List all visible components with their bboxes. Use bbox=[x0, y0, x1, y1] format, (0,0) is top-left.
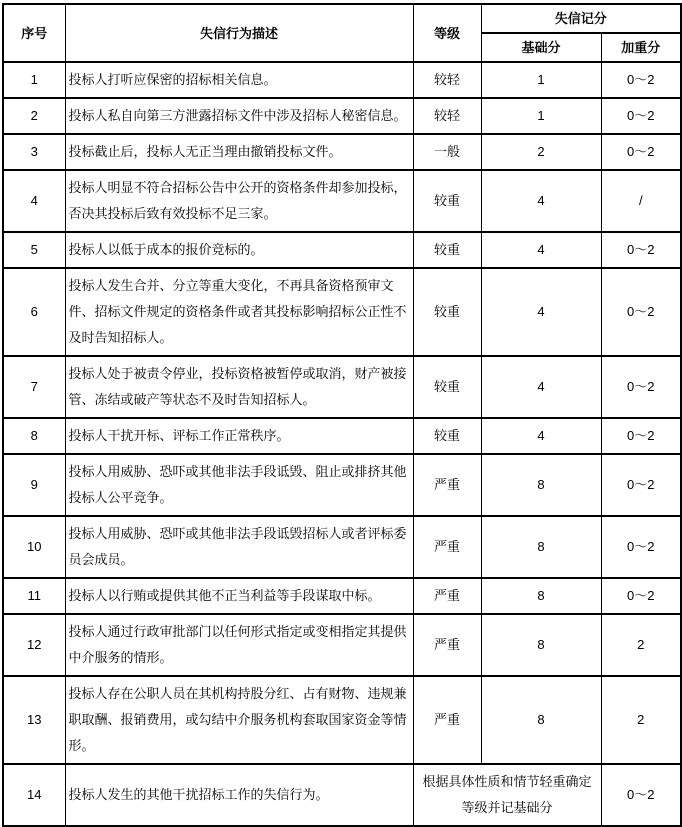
cell-extra-score: 2 bbox=[601, 614, 681, 676]
cell-base-score: 4 bbox=[481, 232, 601, 268]
cell-desc: 投标人私自向第三方泄露招标文件中涉及招标人秘密信息。 bbox=[65, 98, 413, 134]
cell-extra-score: 0～2 bbox=[601, 134, 681, 170]
cell-seq: 14 bbox=[3, 764, 65, 826]
cell-seq: 6 bbox=[3, 268, 65, 356]
cell-desc: 投标人处于被责令停业，投标资格被暂停或取消，财产被接管、冻结或破产等状态不及时告知招标人。 bbox=[65, 356, 413, 418]
cell-seq: 2 bbox=[3, 98, 65, 134]
cell-level: 严重 bbox=[413, 516, 481, 578]
cell-extra-score: 0～2 bbox=[601, 98, 681, 134]
header-desc: 失信行为描述 bbox=[65, 4, 413, 62]
cell-extra-score: 0～2 bbox=[601, 62, 681, 98]
cell-base-score: 1 bbox=[481, 98, 601, 134]
cell-base-score: 2 bbox=[481, 134, 601, 170]
cell-seq: 11 bbox=[3, 578, 65, 614]
cell-extra-score: 0～2 bbox=[601, 764, 681, 826]
table-row bbox=[3, 516, 681, 578]
table-header bbox=[3, 4, 681, 62]
table-row bbox=[3, 356, 681, 418]
cell-desc: 投标截止后，投标人无正当理由撤销投标文件。 bbox=[65, 134, 413, 170]
cell-seq: 3 bbox=[3, 134, 65, 170]
cell-base-score: 8 bbox=[481, 454, 601, 516]
table-row bbox=[3, 268, 681, 356]
cell-level: 严重 bbox=[413, 454, 481, 516]
cell-extra-score: / bbox=[601, 170, 681, 232]
cell-base-score: 8 bbox=[481, 614, 601, 676]
header-row-1 bbox=[3, 4, 681, 33]
cell-level: 较重 bbox=[413, 418, 481, 454]
table-row bbox=[3, 454, 681, 516]
cell-extra-score: 0～2 bbox=[601, 232, 681, 268]
header-extra-score: 加重分 bbox=[601, 33, 681, 62]
cell-extra-score: 0～2 bbox=[601, 418, 681, 454]
cell-extra-score: 0～2 bbox=[601, 516, 681, 578]
cell-base-score: 4 bbox=[481, 418, 601, 454]
cell-level: 较重 bbox=[413, 232, 481, 268]
cell-desc: 投标人发生的其他干扰招标工作的失信行为。 bbox=[65, 764, 413, 826]
cell-level: 较重 bbox=[413, 170, 481, 232]
table-row bbox=[3, 614, 681, 676]
cell-desc: 投标人用威胁、恐吓或其他非法手段诋毁招标人或者评标委员会成员。 bbox=[65, 516, 413, 578]
table-row bbox=[3, 62, 681, 98]
table-row bbox=[3, 578, 681, 614]
cell-extra-score: 0～2 bbox=[601, 356, 681, 418]
cell-seq: 12 bbox=[3, 614, 65, 676]
cell-level: 较轻 bbox=[413, 62, 481, 98]
cell-base-score: 4 bbox=[481, 268, 601, 356]
cell-level: 严重 bbox=[413, 614, 481, 676]
cell-seq: 10 bbox=[3, 516, 65, 578]
cell-seq: 1 bbox=[3, 62, 65, 98]
cell-level-base-merged: 根据具体性质和情节轻重确定等级并记基础分 bbox=[413, 764, 601, 826]
cell-extra-score: 0～2 bbox=[601, 454, 681, 516]
cell-level: 较轻 bbox=[413, 98, 481, 134]
discredit-behavior-score-table bbox=[2, 3, 682, 827]
cell-seq: 9 bbox=[3, 454, 65, 516]
cell-base-score: 4 bbox=[481, 170, 601, 232]
cell-desc: 投标人干扰开标、评标工作正常秩序。 bbox=[65, 418, 413, 454]
table-row bbox=[3, 98, 681, 134]
cell-level: 较重 bbox=[413, 356, 481, 418]
cell-desc: 投标人通过行政审批部门以任何形式指定或变相指定其提供中介服务的情形。 bbox=[65, 614, 413, 676]
table-row bbox=[3, 170, 681, 232]
cell-level: 较重 bbox=[413, 268, 481, 356]
cell-desc: 投标人打听应保密的招标相关信息。 bbox=[65, 62, 413, 98]
table-body bbox=[3, 62, 681, 826]
table-row bbox=[3, 676, 681, 764]
table-row bbox=[3, 134, 681, 170]
cell-seq: 4 bbox=[3, 170, 65, 232]
cell-desc: 投标人以行贿或提供其他不正当利益等手段谋取中标。 bbox=[65, 578, 413, 614]
cell-desc: 投标人发生合并、分立等重大变化，不再具备资格预审文件、招标文件规定的资格条件或者其投标影响招标公正性不及时告知招标人。 bbox=[65, 268, 413, 356]
header-level: 等级 bbox=[413, 4, 481, 62]
cell-base-score: 8 bbox=[481, 516, 601, 578]
cell-extra-score: 0～2 bbox=[601, 578, 681, 614]
table-row bbox=[3, 764, 681, 826]
cell-level: 严重 bbox=[413, 676, 481, 764]
cell-level: 严重 bbox=[413, 578, 481, 614]
header-base-score: 基础分 bbox=[481, 33, 601, 62]
cell-desc: 投标人明显不符合招标公告中公开的资格条件却参加投标，否决其投标后致有效投标不足三家。 bbox=[65, 170, 413, 232]
cell-extra-score: 0～2 bbox=[601, 268, 681, 356]
cell-seq: 13 bbox=[3, 676, 65, 764]
header-score-group: 失信记分 bbox=[481, 4, 681, 33]
cell-desc: 投标人以低于成本的报价竞标的。 bbox=[65, 232, 413, 268]
cell-extra-score: 2 bbox=[601, 676, 681, 764]
cell-base-score: 8 bbox=[481, 578, 601, 614]
cell-level: 一般 bbox=[413, 134, 481, 170]
cell-base-score: 4 bbox=[481, 356, 601, 418]
cell-base-score: 1 bbox=[481, 62, 601, 98]
header-seq: 序号 bbox=[3, 4, 65, 62]
cell-seq: 8 bbox=[3, 418, 65, 454]
cell-base-score: 8 bbox=[481, 676, 601, 764]
table-row bbox=[3, 232, 681, 268]
cell-seq: 7 bbox=[3, 356, 65, 418]
table-row bbox=[3, 418, 681, 454]
cell-desc: 投标人用威胁、恐吓或其他非法手段诋毁、阻止或排挤其他投标人公平竞争。 bbox=[65, 454, 413, 516]
cell-seq: 5 bbox=[3, 232, 65, 268]
cell-desc: 投标人存在公职人员在其机构持股分红、占有财物、违规兼职取酬、报销费用，或勾结中介服务机构套取国家资金等情形。 bbox=[65, 676, 413, 764]
